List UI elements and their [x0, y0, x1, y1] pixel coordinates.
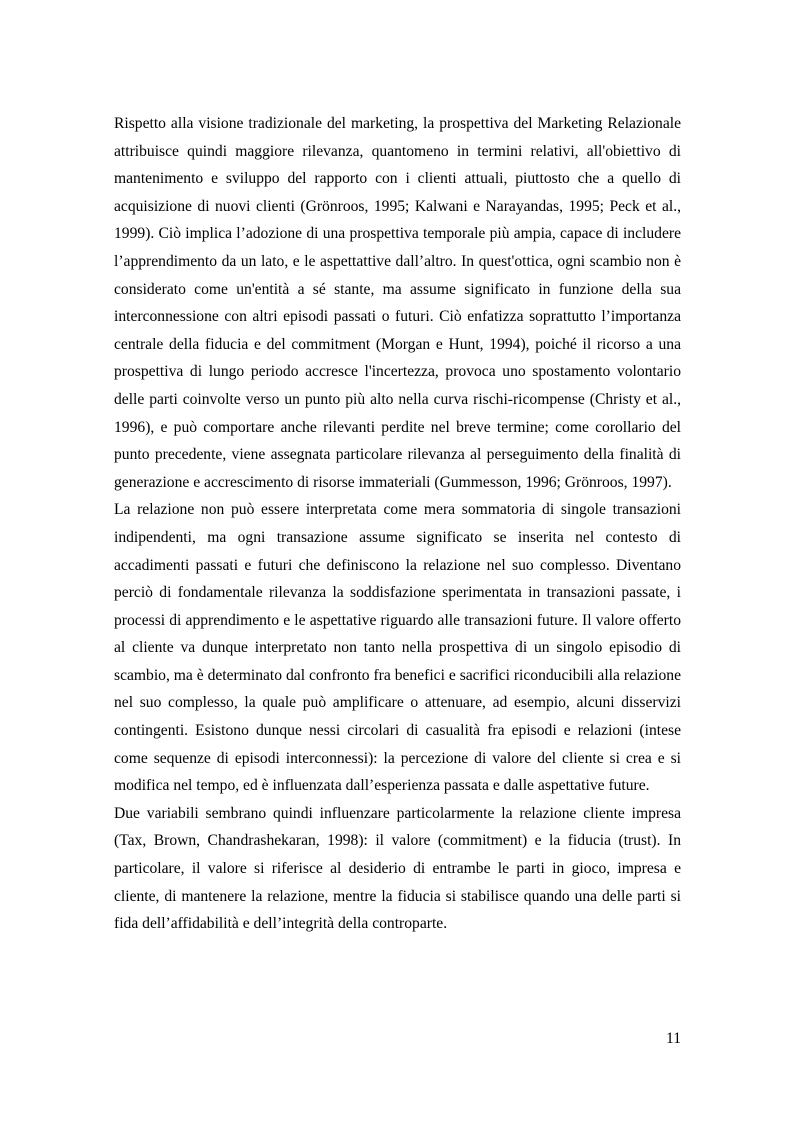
paragraph-1: Rispetto alla visione tradizionale del marketing, la prospettiva del Marketing Relazionale attribuisce quindi maggiore rilevanza, quantomeno in termini relativi, all'obiettivo di mantenimento e sviluppo del rapporto con i clienti attuali, piuttosto che a quello di acquisizione di nuovi clienti (Grönroos, 1995; Kalwani e Narayandas, 1995; Peck et al., 1999). Ciò implica l’adozione di una prospettiva temporale più ampia, capace di includere l’apprendimento da un lato, e le aspettattive dall’altro. In quest'ottica, ogni scambio non è considerato come un'entità a sé stante, ma assume significato in funzione della sua interconnessione con altri episodi passati o futuri. Ciò enfatizza soprattutto l’importanza centrale della fiducia e del commitment (Morgan e Hunt, 1994), poiché il ricorso a una prospettiva di lungo periodo accresce l'incertezza, provoca uno spostamento volontario delle parti coinvolte verso un punto più alto nella curva rischi-ricompense (Christy et al., 1996), e può comportare anche rilevanti perdite nel breve termine; come corollario del punto precedente, viene assegnata particolare rilevanza al perseguimento della finalità di generazione e accrescimento di risorse immateriali (Gummesson, 1996; Grönroos, 1997).	[114, 115, 681, 491]
page-number: 11	[665, 1030, 681, 1047]
body-text	[114, 110, 681, 938]
paragraph-3: Due variabili sembrano quindi influenzare particolarmente la relazione cliente impresa (Tax, Brown, Chandrashekaran, 1998): il valore (commitment) e la fiducia (trust). In particolare, il valore si riferisce al desiderio di entrambe le parti in gioco, impresa e cliente, di mantenere la relazione, mentre la fiducia si stabilisce quando una delle parti si fida dell’affidabilità e dell’integrità della controparte.	[114, 804, 681, 933]
paragraph-2: La relazione non può essere interpretata come mera sommatoria di singole transazioni indipendenti, ma ogni transazione assume significato se inserita nel contesto di accadimenti passati e futuri che definiscono la relazione nel suo complesso. Diventano perciò di fondamentale rilevanza la soddisfazione sperimentata in transazioni passate, i processi di apprendimento e le aspettative riguardo alle transazioni future. Il valore offerto al cliente va dunque interpretato non tanto nella prospettiva di un singolo episodio di scambio, ma è determinato dal confronto fra benefici e sacrifici riconducibili alla relazione nel suo complesso, la quale può amplificare o attenuare, ad esempio, alcuni disservizi contingenti. Esistono dunque nessi circolari di casualità fra episodi e relazioni (intese come sequenze di episodi interconnessi): la percezione di valore del cliente si crea e si modifica nel tempo, ed è influenzata dall’esperienza passata e dalle aspettative future.	[114, 501, 681, 795]
